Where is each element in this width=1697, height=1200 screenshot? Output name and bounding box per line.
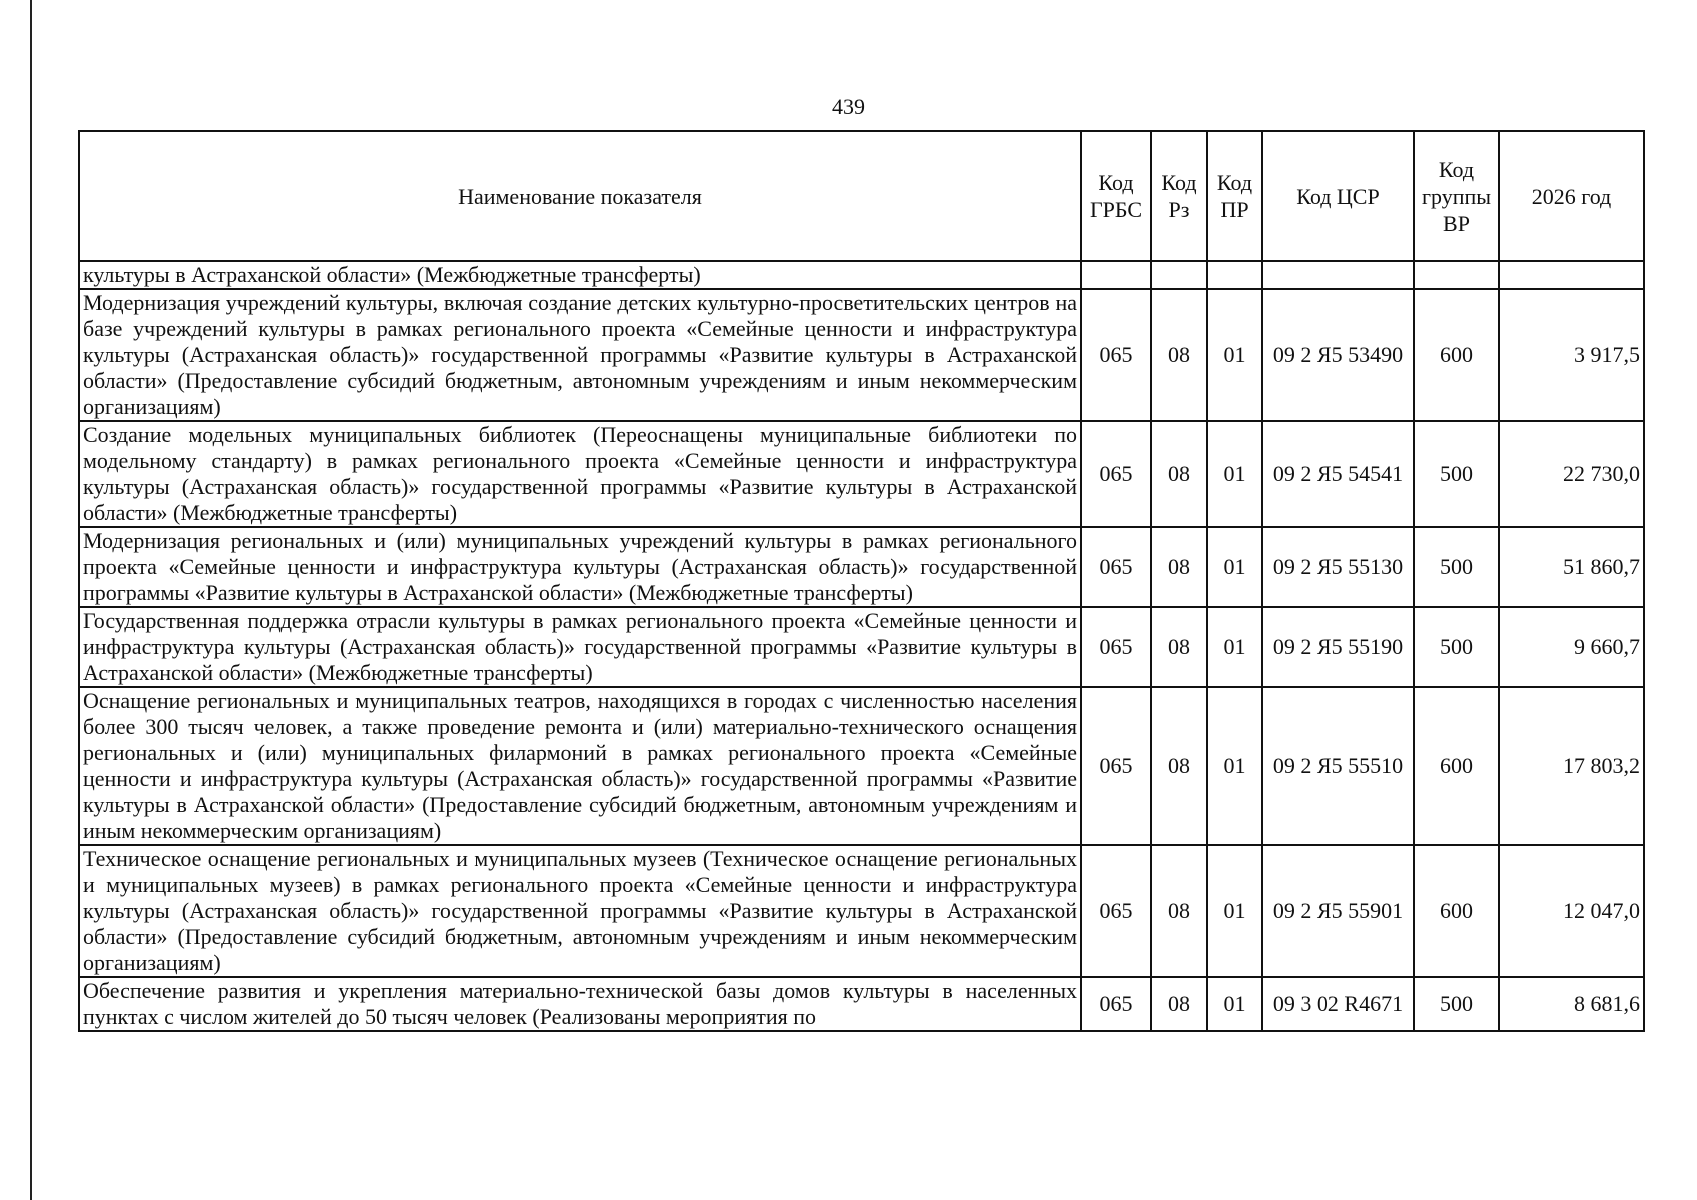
row-amount: 17 803,2 — [1499, 687, 1644, 845]
row-grbs: 065 — [1081, 527, 1151, 607]
row-name: Модернизация учреждений культуры, включая создание детских культурно-просветительских центров на базе учреждений культуры в рамках регионального проекта «Семейные ценности и инфраструктура культуры (Астраханская область)» государственной программы «Развитие культуры в Астраханской области» (Предоставление субсидий бюджетным, автономным учреждениям и иным некоммерческим организациям) — [79, 289, 1081, 421]
continuation-text: культуры в Астраханской области» (Межбюджетные трансферты) — [79, 261, 1081, 289]
row-grbs: 065 — [1081, 687, 1151, 845]
row-grbs: 065 — [1081, 421, 1151, 527]
row-name: Модернизация региональных и (или) муниципальных учреждений культуры в рамках регионального проекта «Семейные ценности и инфраструктура культуры (Астраханская область)» государственной программы «Развитие культуры в Астраханской области» (Межбюджетные трансферты) — [79, 527, 1081, 607]
table-row — [79, 607, 1644, 687]
table-row — [79, 845, 1644, 977]
row-name: Создание модельных муниципальных библиотек (Переоснащены муниципальные библиотеки по модельному стандарту) в рамках регионального проекта «Семейные ценности и инфраструктура культуры (Астраханская область)» государственной программы «Развитие культуры в Астраханской области» (Межбюджетные трансферты) — [79, 421, 1081, 527]
binding-line — [30, 0, 32, 1200]
row-pr: 01 — [1207, 687, 1262, 845]
row-amount: 51 860,7 — [1499, 527, 1644, 607]
table-row — [79, 527, 1644, 607]
row-csr: 09 2 Я5 55901 — [1262, 845, 1414, 977]
row-pr: 01 — [1207, 289, 1262, 421]
row-amount: 9 660,7 — [1499, 607, 1644, 687]
row-pr: 01 — [1207, 977, 1262, 1031]
table-row — [79, 977, 1644, 1031]
row-amount: 3 917,5 — [1499, 289, 1644, 421]
row-pr: 01 — [1207, 845, 1262, 977]
row-csr: 09 2 Я5 55190 — [1262, 607, 1414, 687]
budget-table — [78, 130, 1645, 1032]
row-grbs: 065 — [1081, 845, 1151, 977]
table-row — [79, 421, 1644, 527]
row-name: Оснащение региональных и муниципальных театров, находящихся в городах с численностью населения более 300 тысяч человек, а также проведение ремонта и (или) материально-технического оснащения региональных и (или) муниципальных филармоний в рамках регионального проекта «Семейные ценности и инфраструктура культуры (Астраханская область)» государственной программы «Развитие культуры в Астраханской области» (Предоставление субсидий бюджетным, автономным учреждениям и иным некоммерческим организациям) — [79, 687, 1081, 845]
row-pr: 01 — [1207, 421, 1262, 527]
row-vr: 600 — [1414, 289, 1499, 421]
header-grbs: Код ГРБС — [1081, 131, 1151, 261]
table-row — [79, 289, 1644, 421]
continuation-row — [79, 261, 1644, 289]
row-csr: 09 2 Я5 54541 — [1262, 421, 1414, 527]
row-name: Государственная поддержка отрасли культуры в рамках регионального проекта «Семейные ценности и инфраструктура культуры (Астраханская область)» государственной программы «Развитие культуры в Астраханской области» (Межбюджетные трансферты) — [79, 607, 1081, 687]
row-csr: 09 3 02 R4671 — [1262, 977, 1414, 1031]
row-grbs: 065 — [1081, 289, 1151, 421]
row-amount: 8 681,6 — [1499, 977, 1644, 1031]
row-rz: 08 — [1151, 289, 1207, 421]
header-pr: Код ПР — [1207, 131, 1262, 261]
row-csr: 09 2 Я5 55510 — [1262, 687, 1414, 845]
row-amount: 22 730,0 — [1499, 421, 1644, 527]
row-csr: 09 2 Я5 55130 — [1262, 527, 1414, 607]
row-vr: 600 — [1414, 845, 1499, 977]
header-rz: Код Рз — [1151, 131, 1207, 261]
page-number: 439 — [832, 94, 865, 119]
row-pr: 01 — [1207, 607, 1262, 687]
row-rz: 08 — [1151, 977, 1207, 1031]
row-name: Обеспечение развития и укрепления материально-технической базы домов культуры в населенных пунктах с числом жителей до 50 тысяч человек (Реализованы мероприятия по — [79, 977, 1081, 1031]
row-vr: 500 — [1414, 527, 1499, 607]
header-year: 2026 год — [1499, 131, 1644, 261]
row-amount: 12 047,0 — [1499, 845, 1644, 977]
header-vr: Код группы ВР — [1414, 131, 1499, 261]
row-pr: 01 — [1207, 527, 1262, 607]
header-name: Наименование показателя — [79, 131, 1081, 261]
row-name: Техническое оснащение региональных и муниципальных музеев (Техническое оснащение региональных и муниципальных музеев) в рамках регионального проекта «Семейные ценности и инфраструктура культуры (Астраханская область)» государственной программы «Развитие культуры в Астраханской области» (Предоставление субсидий бюджетным, автономным учреждениям и иным некоммерческим организациям) — [79, 845, 1081, 977]
row-csr: 09 2 Я5 53490 — [1262, 289, 1414, 421]
table-row — [79, 687, 1644, 845]
header-row — [79, 131, 1644, 261]
row-vr: 500 — [1414, 977, 1499, 1031]
row-rz: 08 — [1151, 687, 1207, 845]
row-rz: 08 — [1151, 607, 1207, 687]
row-rz: 08 — [1151, 421, 1207, 527]
row-vr: 500 — [1414, 607, 1499, 687]
row-rz: 08 — [1151, 845, 1207, 977]
row-vr: 600 — [1414, 687, 1499, 845]
header-csr: Код ЦСР — [1262, 131, 1414, 261]
row-grbs: 065 — [1081, 607, 1151, 687]
row-rz: 08 — [1151, 527, 1207, 607]
row-grbs: 065 — [1081, 977, 1151, 1031]
row-vr: 500 — [1414, 421, 1499, 527]
